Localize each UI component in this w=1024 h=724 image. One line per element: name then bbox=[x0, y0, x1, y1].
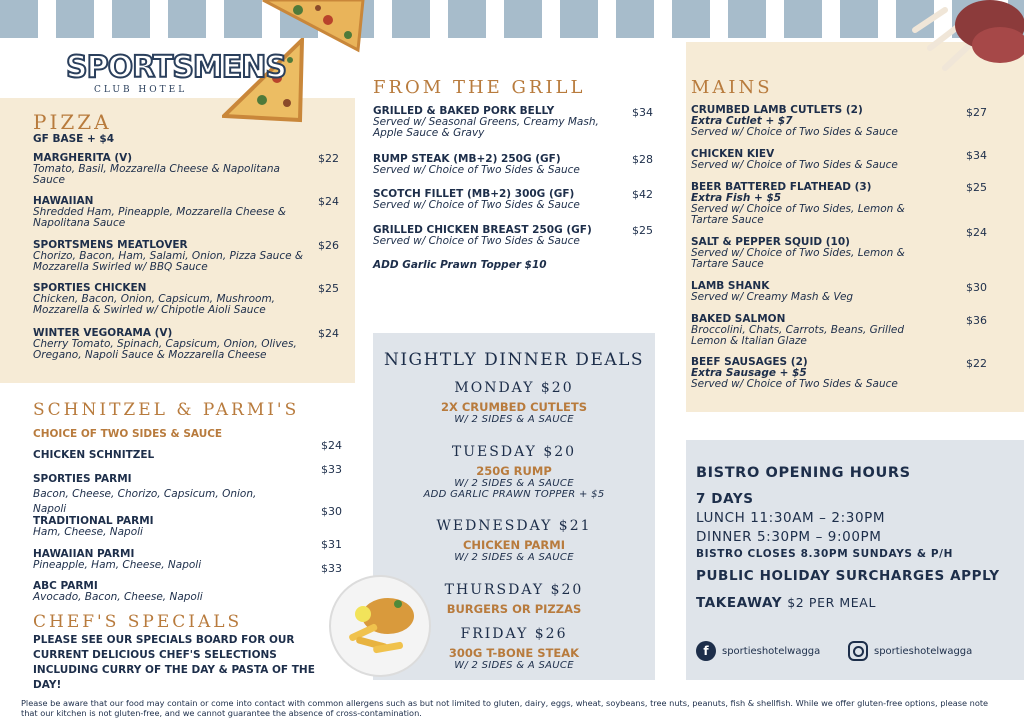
deals-content bbox=[373, 350, 655, 370]
item-price: $33 bbox=[321, 562, 342, 575]
item-name: GRILLED & BAKED PORK BELLY bbox=[373, 105, 555, 117]
deal-day: WEDNESDAY $21 bbox=[436, 518, 592, 534]
deal-sub: W/ 2 SIDES & A SAUCE bbox=[454, 660, 574, 671]
instagram-link[interactable] bbox=[848, 641, 972, 661]
deal-sub: W/ 2 SIDES & A SAUCE bbox=[454, 414, 574, 425]
pizza-item bbox=[33, 195, 308, 229]
deal-sub: W/ 2 SIDES & A SAUCE bbox=[454, 478, 574, 489]
item-price: $25 bbox=[632, 224, 653, 237]
item-name: BAKED SALMON bbox=[691, 313, 786, 325]
item-price: $28 bbox=[632, 153, 653, 166]
item-desc: Broccolini, Chats, Carrots, Beans, Grilled Lemon & Italian Glaze bbox=[691, 324, 904, 347]
item-desc: Ham, Cheese, Napoli bbox=[33, 526, 143, 538]
pizza-gf-note: GF BASE + $4 bbox=[33, 133, 115, 145]
grill-addon: ADD Garlic Prawn Topper $10 bbox=[373, 259, 547, 271]
item-desc: Served w/ Choice of Two Sides & Sauce bbox=[691, 126, 898, 138]
item-price: $25 bbox=[966, 181, 987, 194]
item-price: $42 bbox=[632, 188, 653, 201]
item-price: $24 bbox=[321, 439, 342, 452]
schnitzel-item bbox=[33, 515, 293, 538]
pizza-item bbox=[33, 327, 313, 361]
item-name: CHICKEN SCHNITZEL bbox=[33, 449, 155, 461]
item-name: ABC PARMI bbox=[33, 580, 98, 592]
instagram-handle: sportieshotelwagga bbox=[874, 645, 973, 657]
schnitzel-note: CHOICE OF TWO SIDES & SAUCE bbox=[33, 428, 223, 440]
item-name: SPORTIES PARMI bbox=[33, 473, 132, 485]
item-desc: Tomato, Basil, Mozzarella Cheese & Napolitana Sauce bbox=[33, 163, 280, 186]
mains-item bbox=[691, 236, 936, 270]
mains-item bbox=[691, 181, 936, 226]
hours-closes: BISTRO CLOSES 8.30PM SUNDAYS & P/H bbox=[696, 548, 953, 560]
item-desc: Chorizo, Bacon, Ham, Salami, Onion, Pizza Sauce & Mozzarella Swirled w/ BBQ Sauce bbox=[33, 250, 304, 273]
grill-item bbox=[373, 224, 628, 247]
item-name: WINTER VEGORAMA (V) bbox=[33, 327, 173, 339]
deal-day: THURSDAY $20 bbox=[444, 582, 584, 598]
deal-main: 250G RUMP bbox=[476, 464, 552, 478]
item-desc: Served w/ Creamy Mash & Veg bbox=[691, 291, 854, 303]
specials-title: CHEF'S SPECIALS bbox=[33, 612, 243, 632]
item-price: $26 bbox=[318, 239, 339, 252]
item-desc: Served w/ Choice of Two Sides & Sauce bbox=[373, 235, 580, 247]
hours-surcharge: PUBLIC HOLIDAY SURCHARGES APPLY bbox=[696, 568, 1000, 584]
item-price: $34 bbox=[966, 149, 987, 162]
item-desc: Served w/ Choice of Two Sides & Sauce bbox=[373, 164, 580, 176]
deal-friday bbox=[373, 626, 655, 671]
item-price: $24 bbox=[318, 327, 339, 340]
mains-item bbox=[691, 313, 936, 347]
item-extra: Extra Cutlet + $7 bbox=[691, 115, 793, 127]
facebook-handle: sportieshotelwagga bbox=[722, 645, 821, 657]
schnitzel-item bbox=[33, 580, 293, 603]
deal-tuesday bbox=[373, 444, 655, 500]
item-desc: Shredded Ham, Pineapple, Mozzarella Cheese & Napolitana Sauce bbox=[33, 206, 286, 229]
deal-sub: W/ 2 SIDES & A SAUCE bbox=[454, 552, 574, 563]
deal-day: FRIDAY $26 bbox=[460, 626, 568, 642]
deal-monday bbox=[373, 380, 655, 425]
item-desc: Served w/ Choice of Two Sides, Lemon & Tartare Sauce bbox=[691, 247, 905, 270]
item-price: $33 bbox=[321, 463, 342, 476]
top-stripes bbox=[0, 0, 1024, 38]
deal-day: TUESDAY $20 bbox=[451, 444, 577, 460]
item-name: CRUMBED LAMB CUTLETS (2) bbox=[691, 104, 863, 116]
mains-item bbox=[691, 280, 936, 303]
instagram-icon bbox=[848, 641, 868, 661]
deal-thursday bbox=[373, 582, 655, 616]
hours-lunch: LUNCH 11:30AM – 2:30PM bbox=[696, 510, 886, 526]
item-name: HAWAIIAN bbox=[33, 195, 94, 207]
item-name: RUMP STEAK (MB+2) 250G (GF) bbox=[373, 153, 561, 165]
item-price: $30 bbox=[321, 505, 342, 518]
deal-main: BURGERS OR PIZZAS bbox=[446, 602, 582, 616]
item-price: $22 bbox=[318, 152, 339, 165]
schnitzel-title: SCHNITZEL & PARMI'S bbox=[33, 400, 300, 420]
deal-wednesday bbox=[373, 518, 655, 563]
grill-title: FROM THE GRILL bbox=[373, 77, 586, 98]
item-name: LAMB SHANK bbox=[691, 280, 770, 292]
item-price: $27 bbox=[966, 106, 987, 119]
logo-title: SPORTSMENS bbox=[66, 50, 286, 85]
item-desc: Cherry Tomato, Spinach, Capsicum, Onion, Olives, Oregano, Napoli Sauce & Mozzarella Cheese bbox=[33, 338, 297, 361]
pizza-item bbox=[33, 152, 308, 186]
facebook-icon: f bbox=[696, 641, 716, 661]
mains-item bbox=[691, 356, 936, 390]
item-desc: Avocado, Bacon, Cheese, Napoli bbox=[33, 591, 203, 603]
item-desc: Served w/ Choice of Two Sides, Lemon & Tartare Sauce bbox=[691, 203, 905, 226]
item-name: BEEF SAUSAGES (2) bbox=[691, 356, 808, 368]
logo-subtitle: CLUB HOTEL bbox=[94, 85, 188, 95]
item-desc: Served w/ Choice of Two Sides & Sauce bbox=[691, 378, 898, 390]
deal-main: 2X CRUMBED CUTLETS bbox=[440, 400, 588, 414]
schnitzel-item bbox=[33, 473, 278, 517]
deal-main: 300G T-BONE STEAK bbox=[448, 646, 580, 660]
hours-dinner: DINNER 5:30PM – 9:00PM bbox=[696, 529, 882, 545]
pizza-item bbox=[33, 239, 318, 273]
item-name: HAWAIIAN PARMI bbox=[33, 548, 135, 560]
item-price: $31 bbox=[321, 538, 342, 551]
facebook-link[interactable] bbox=[696, 641, 820, 661]
mains-item bbox=[691, 104, 936, 138]
pizza-item bbox=[33, 282, 308, 316]
item-name: SCOTCH FILLET (MB+2) 300G (GF) bbox=[373, 188, 575, 200]
item-desc: Bacon, Cheese, Chorizo, Capsicum, Onion, Napoli bbox=[33, 488, 257, 515]
specials-text: PLEASE SEE OUR SPECIALS BOARD FOR OUR CURRENT DELICIOUS CHEF'S SELECTIONS INCLUDING CURRY OF THE DAY & PASTA OF THE DAY! bbox=[33, 634, 315, 691]
item-name: MARGHERITA (V) bbox=[33, 152, 133, 164]
item-desc: Served w/ Choice of Two Sides & Sauce bbox=[691, 159, 898, 171]
item-extra: Extra Sausage + $5 bbox=[691, 367, 807, 379]
mains-item bbox=[691, 148, 936, 171]
lamb-cutlets-image bbox=[905, 0, 1024, 75]
item-desc: Chicken, Bacon, Onion, Capsicum, Mushroom, Mozzarella & Swirled w/ Chipotle Aioli Sauce bbox=[33, 293, 276, 316]
item-name: TRADITIONAL PARMI bbox=[33, 515, 154, 527]
grill-item bbox=[373, 153, 628, 176]
deals-title: NIGHTLY DINNER DEALS bbox=[383, 350, 645, 370]
item-extra: Extra Fish + $5 bbox=[691, 192, 782, 204]
mains-title: MAINS bbox=[691, 77, 773, 98]
hours-days: 7 DAYS bbox=[696, 491, 754, 507]
schnitzel-item bbox=[33, 548, 293, 571]
deal-sub-2: ADD GARLIC PRAWN TOPPER + $5 bbox=[423, 489, 605, 500]
deal-main: CHICKEN PARMI bbox=[462, 538, 566, 552]
item-price: $25 bbox=[318, 282, 339, 295]
item-desc: Served w/ Choice of Two Sides & Sauce bbox=[373, 199, 580, 211]
item-name: GRILLED CHICKEN BREAST 250G (GF) bbox=[373, 224, 592, 236]
item-desc: Pineapple, Ham, Cheese, Napoli bbox=[33, 559, 202, 571]
item-name: SPORTSMENS MEATLOVER bbox=[33, 239, 188, 251]
deal-day: MONDAY $20 bbox=[454, 380, 574, 396]
allergen-disclaimer: Please be aware that our food may contain or come into contact with common allergens such as but not limited to gluten, dairy, eggs, wheat, soybeans, tree nuts, peanuts, fish & shellfish. While we offer gluten-free options, please note that our kitchen is not gluten-free, and we cannot guarantee the absence of cross-contamination. bbox=[21, 698, 989, 718]
item-price: $24 bbox=[966, 226, 987, 239]
grill-item bbox=[373, 105, 628, 139]
takeaway-line bbox=[696, 592, 876, 611]
hours-title: BISTRO OPENING HOURS bbox=[696, 465, 911, 481]
item-price: $30 bbox=[966, 281, 987, 294]
takeaway-value: $2 PER MEAL bbox=[787, 595, 877, 610]
item-price: $22 bbox=[966, 357, 987, 370]
item-name: SALT & PEPPER SQUID (10) bbox=[691, 236, 850, 248]
item-price: $34 bbox=[632, 106, 653, 119]
item-name: BEER BATTERED FLATHEAD (3) bbox=[691, 181, 872, 193]
item-price: $24 bbox=[318, 195, 339, 208]
item-name: SPORTIES CHICKEN bbox=[33, 282, 147, 294]
takeaway-label: TAKEAWAY bbox=[696, 595, 783, 611]
pizza-title: PIZZA bbox=[33, 110, 112, 134]
item-name: CHICKEN KIEV bbox=[691, 148, 775, 160]
item-desc: Served w/ Seasonal Greens, Creamy Mash, Apple Sauce & Gravy bbox=[373, 116, 599, 139]
item-price: $36 bbox=[966, 314, 987, 327]
grill-item bbox=[373, 188, 628, 211]
